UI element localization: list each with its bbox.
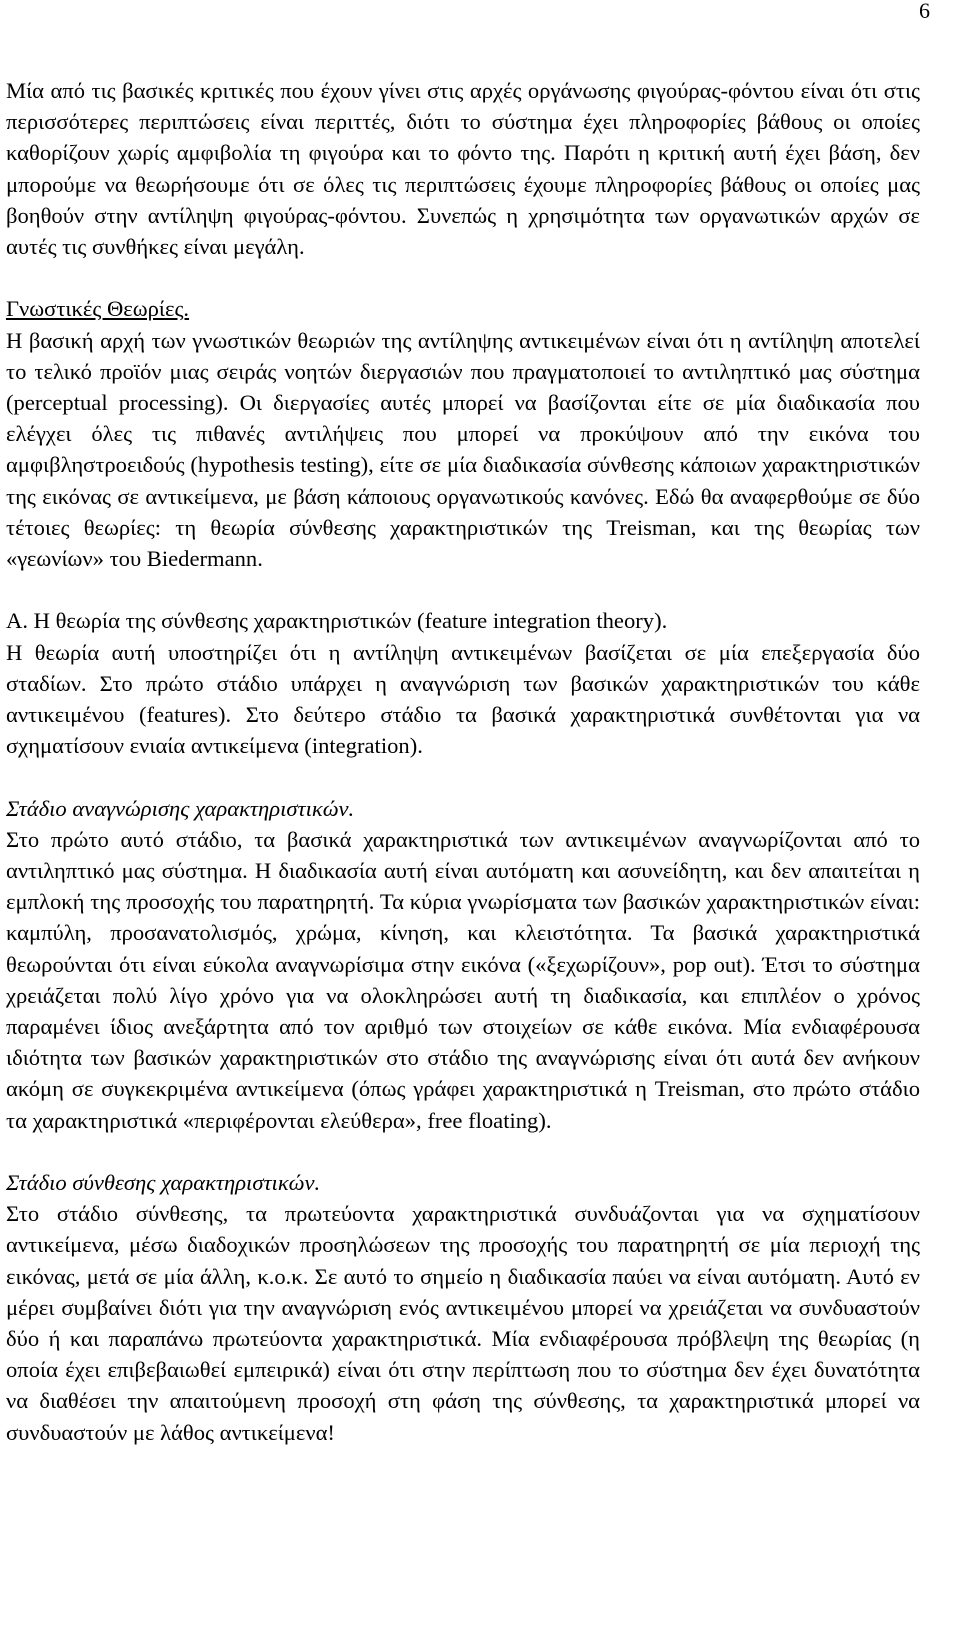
spacer — [6, 262, 920, 293]
document-body — [6, 75, 920, 1448]
spacer — [6, 1136, 920, 1167]
feature-integration-paragraph: Η θεωρία αυτή υποστηρίζει ότι η αντίληψη αντικειμένων βασίζεται σε μία επεξεργασία δύο σταδίων. Στο πρώτο στάδιο υπάρχει η αναγνώριση των βασικών χαρακτηριστικών του κάθε αντικειμένου (features). Στο δεύτερο στάδιο τα βασικά χαρακτηριστικά συνθέτονται για να σχηματίσουν ενιαία αντικείμενα (integration). — [6, 639, 920, 759]
intro-paragraph: Μία από τις βασικές κριτικές που έχουν γίνει στις αρχές οργάνωσης φιγούρας-φόντου είναι ότι στις περισσότερες περιπτώσεις είναι περιττές, διότι το σύστημα έχει πληροφορίες βάθους οι οποίες καθορίζουν χωρίς αμφιβολία τη φιγούρα και το φόντο της. Παρότι η κριτική αυτή έχει βάση, δεν μπορούμε να θεωρήσουμε ότι σε όλες τις περιπτώσεις έχουμε πληροφορίες βάθους οι οποίες μας βοηθούν στην αντίληψη φιγούρας-φόντου. Συνεπώς η χρησιμότητα των οργανωτικών αρχών σε αυτές τις συνθήκες είναι μεγάλη. — [6, 78, 920, 260]
feature-integration-heading: Α. Η θεωρία της σύνθεσης χαρακτηριστικών (feature integration theory). — [6, 608, 668, 634]
spacer — [6, 574, 920, 605]
recognition-stage-paragraph: Στο πρώτο αυτό στάδιο, τα βασικά χαρακτηριστικά των αντικειμένων αναγνωρίζονται από το αντιληπτικό μας σύστημα. Η διαδικασία αυτή είναι αυτόματη και ασυνείδητη, και δεν απαιτείται η εμπλοκή της προσοχής του παρατηρητή. Τα κύρια γνωρίσματα των βασικών χαρακτηριστικών είναι: καμπύλη, προσανατολισμός, χρώμα, κίνηση, και κλειστότητα. Τα βασικά χαρακτηριστικά θεωρούνται ότι είναι εύκολα αναγνωρίσιμα στην εικόνα («ξεχωρίζουν», pop out). Έτσι το σύστημα χρειάζεται πολύ λίγο χρόνο για να ολοκληρώσει αυτή τη διαδικασία, και επιπλέον ο χρόνος παραμένει ίδιος ανεξάρτητα από τον αριθμό των στοιχείων σε κάθε εικόνα. Μία ενδιαφέρουσα ιδιότητα των βασικών χαρακτηριστικών στο στάδιο της αναγνώρισης είναι ότι αυτά δεν ανήκουν ακόμη σε συγκεκριμένα αντικείμενα (όπως γράφει χαρακτηριστικά η Treisman, στο πρώτο στάδιο τα χαρακτηριστικά «περιφέρονται ελεύθερα», free floating). — [6, 826, 920, 1133]
cognitive-theories-paragraph: Η βασική αρχή των γνωστικών θεωριών της αντίληψης αντικειμένων είναι ότι η αντίληψη αποτελεί το τελικό προϊόν μιας σειράς νοητών διεργασιών που πραγματοποιεί το αντιληπτικό μας σύστημα (perceptual processing). Οι διεργασίες αυτές μπορεί να βασίζονται είτε σε μία διαδικασία που ελέγχει όλες τις πιθανές αντιλήψεις που μπορεί να προκύψουν από την εικόνα του αμφιβληστροειδούς (hypothesis testing), είτε σε μία διαδικασία σύνθεσης κάποιων χαρακτηριστικών της εικόνας σε αντικείμενα, με βάση κάποιους οργανωτικούς κανόνες. Εδώ θα αναφερθούμε σε δύο τέτοιες θεωρίες: τη θεωρία σύνθεσης χαρακτηριστικών της Treisman, και της θεωρίας των «γεωνίων» του Biedermann. — [6, 327, 920, 572]
spacer — [6, 761, 920, 792]
synthesis-stage-heading: Στάδιο σύνθεσης χαρακτηριστικών. — [6, 1170, 321, 1196]
synthesis-stage-paragraph: Στο στάδιο σύνθεσης, τα πρωτεύοντα χαρακτηριστικά συνδυάζονται για να σχηματίσουν αντικείμενα, μέσω διαδοχικών προσηλώσεων της προσοχής του παρατηρητή σε μία περιοχή της εικόνας, μετά σε μία άλλη, κ.ο.κ. Σε αυτό το σημείο η διαδικασία παύει να είναι αυτόματη. Αυτό εν μέρει συμβαίνει διότι για την αναγνώριση ενός αντικειμένου μπορεί να χρειάζεται να συνδυαστούν δύο ή και παραπάνω πρωτεύοντα χαρακτηριστικά. Μία ενδιαφέρουσα πρόβλεψη της θεωρίας (η οποία έχει επιβεβαιωθεί εμπειρικά) είναι ότι στην περίπτωση που το σύστημα δεν έχει δυνατότητα να διαθέσει την απαιτούμενη προσοχή στη φάση της σύνθεσης, τα χαρακτηριστικά μπορεί να συνδυαστούν με λάθος αντικείμενα! — [6, 1201, 920, 1445]
page-number: 6 — [919, 0, 930, 23]
recognition-stage-heading: Στάδιο αναγνώρισης χαρακτηριστικών. — [6, 795, 355, 821]
cognitive-theories-heading: Γνωστικές Θεωρίες. — [6, 296, 190, 322]
